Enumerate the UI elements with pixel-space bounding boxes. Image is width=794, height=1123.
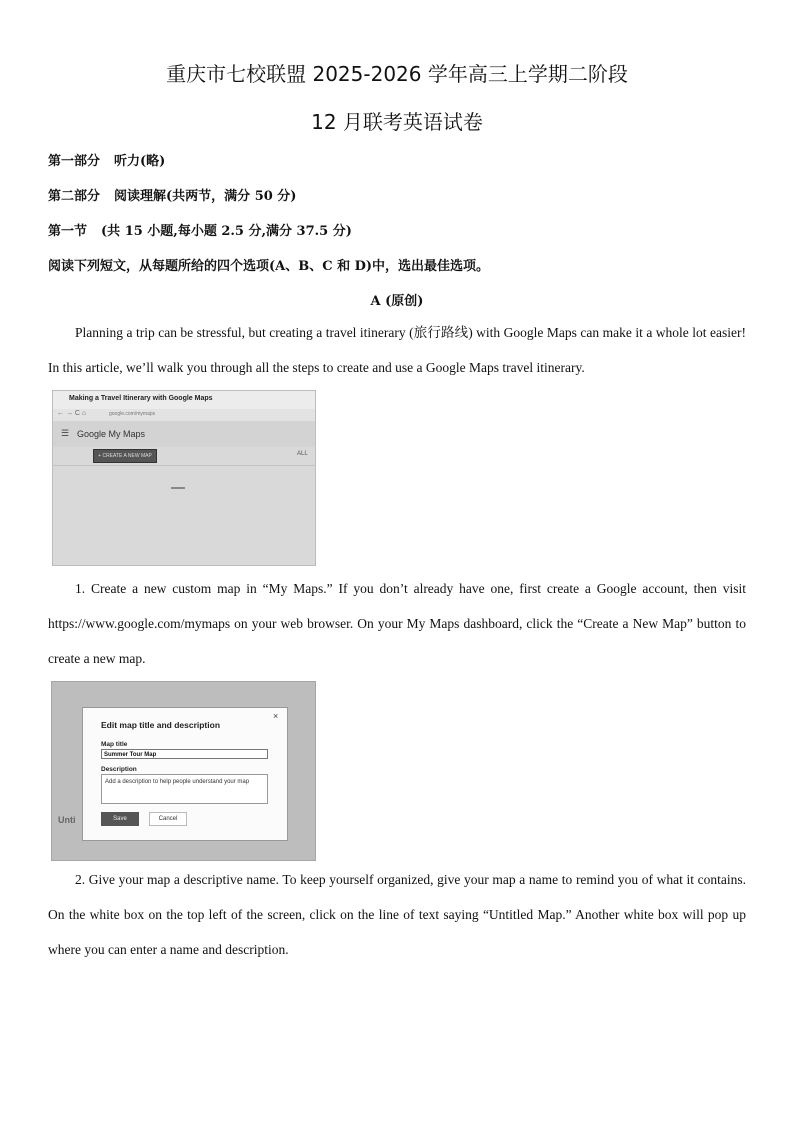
exam-title-line2: 12 月联考英语试卷	[311, 110, 483, 134]
map-title-input: Summer Tour Map	[101, 749, 268, 759]
map-title-label: Map title	[101, 741, 128, 748]
cancel-button: Cancel	[149, 812, 187, 826]
section1-text: (共 15 小题,每小题 2.5 分,满分 37.5 分)	[101, 224, 352, 239]
part1-heading	[48, 150, 165, 169]
browser-nav-icons: ← → C ⌂	[57, 410, 87, 417]
close-icon: ×	[273, 711, 279, 721]
loading-indicator	[171, 487, 185, 489]
all-filter-label: ALL	[297, 451, 308, 457]
create-new-map-button: + CREATE A NEW MAP	[93, 449, 157, 463]
passage-intro: Planning a trip can be stressful, but creating a travel itinerary (旅行路线) with Google Maps can make it a whole lot easier! In this article, we’ll walk you through all the steps to create and use a Google Maps travel itinerary.	[48, 325, 746, 375]
screenshot-my-maps-dashboard	[52, 390, 316, 566]
part1-label: 第一部分	[48, 154, 101, 169]
browser-tab-title: Making a Travel Itinerary with Google Maps	[69, 395, 213, 402]
passage-heading: A (原创)	[370, 294, 424, 309]
save-button: Save	[101, 812, 139, 826]
edit-map-dialog	[82, 707, 288, 841]
screenshot-edit-map-dialog	[51, 681, 316, 861]
divider	[53, 465, 315, 466]
app-title: Google My Maps	[77, 429, 146, 439]
section1-heading	[48, 220, 352, 239]
address-bar	[53, 409, 315, 421]
part2-text: 阅读理解(共两节，满分 50 分)	[114, 189, 297, 204]
description-label: Description	[101, 766, 137, 773]
instruction-text: 阅读下列短文，从每题所给的四个选项(A、B、C 和 D)中，选出最佳选项。	[48, 259, 490, 274]
section1-label: 第一节	[48, 224, 88, 239]
description-input: Add a description to help people understand your map	[101, 774, 268, 804]
passage-step2: 2. Give your map a descriptive name. To keep yourself organized, give your map a name to remind you of what it contains. On the white box on the top left of the screen, click on the line of text saying “Untitled Map.” Another white box will pop up where you can enter a name and description.	[48, 872, 746, 957]
passage-step1: 1. Create a new custom map in “My Maps.” If you don’t already have one, first create a Google account, then visit https://www.google.com/mymaps on your web browser. On your My Maps dashboard, click the “Create a New Map” button to create a new map.	[48, 581, 746, 666]
part2-label: 第二部分	[48, 189, 101, 204]
background-untitled-text: Unti	[58, 815, 76, 825]
hamburger-icon: ☰	[61, 428, 70, 438]
address-url: google.com/mymaps	[109, 411, 156, 417]
dialog-title: Edit map title and description	[101, 720, 221, 730]
part2-heading	[48, 185, 296, 204]
exam-title-line1: 重庆市七校联盟 2025-2026 学年高三上学期二阶段	[166, 62, 628, 86]
part1-text: 听力(略)	[114, 154, 166, 169]
